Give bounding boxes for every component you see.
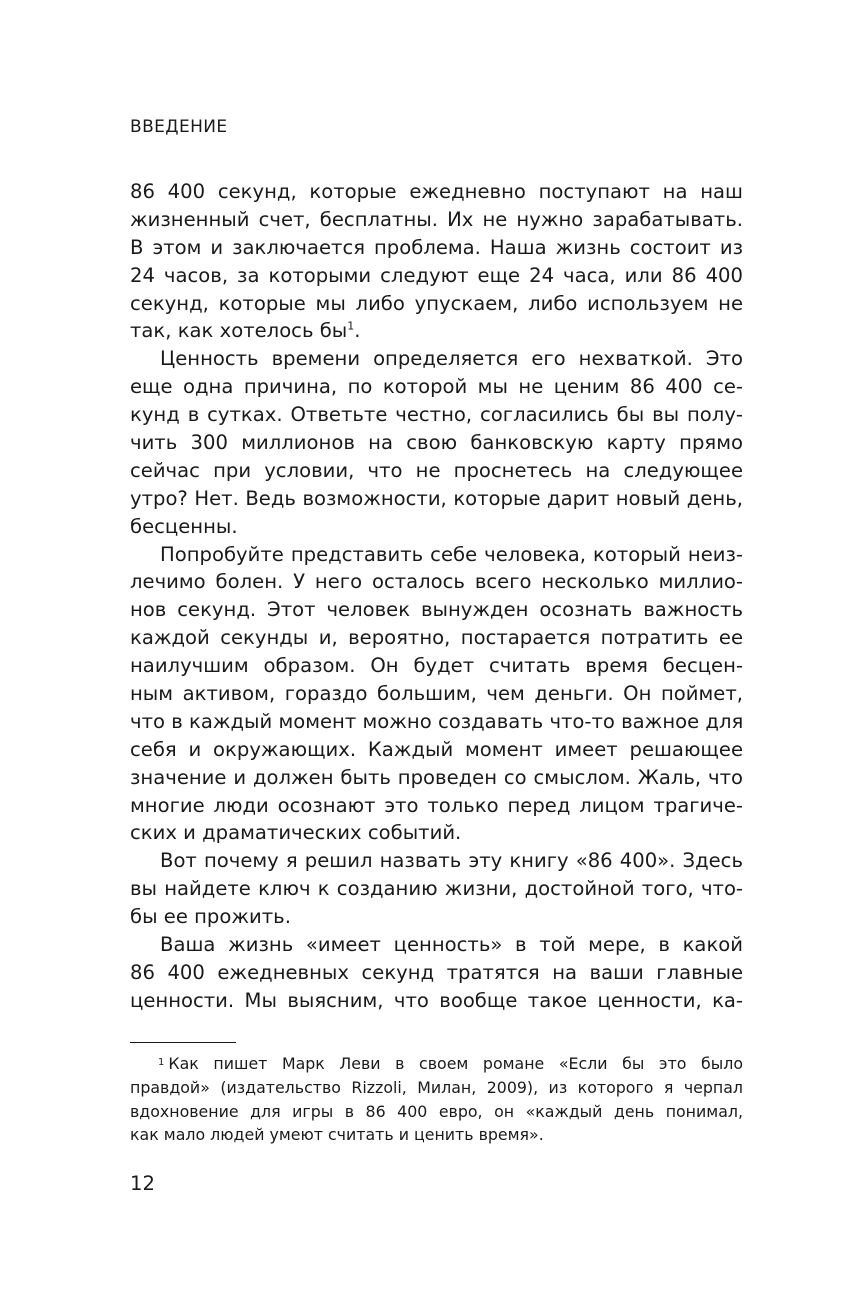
body-line: кунд в сутках. Ответьте честно, согласились бы вы полу- [130, 403, 743, 427]
body-line: бы ее прожить. [130, 905, 291, 929]
footnote-line-text: Как пишет Марк Леви в своем романе «Если бы это было [168, 1054, 743, 1073]
footnote-divider [130, 1042, 236, 1043]
body-line: 86 400 ежедневных секунд тратятся на ваши главные [130, 960, 743, 984]
body-text [130, 178, 743, 1015]
footnote-line: правдой» (издательство Rizzoli, Милан, 2009), из которого я черпал [130, 1077, 743, 1097]
body-line: 24 часов, за которыми следуют еще 24 часа, или 86 400 [130, 263, 743, 287]
body-line: Попробуйте представить себе человека, который неиз- [160, 542, 743, 566]
running-head: ВВЕДЕНИЕ [130, 117, 228, 137]
body-line: нов секунд. Этот человек вынужден осознать важность [130, 598, 743, 622]
body-line: В этом и заключается проблема. Наша жизнь состоит из [130, 235, 743, 259]
page-number: 12 [130, 1172, 155, 1195]
body-line-with-footnote-ref [130, 317, 743, 345]
body-line: Ваша жизнь «имеет ценность» в той мере, в какой [160, 933, 743, 957]
body-line: еще одна причина, по которой мы не ценим 86 400 се- [130, 375, 743, 399]
body-line: секунд, которые мы либо упускаем, либо используем не [130, 291, 743, 315]
body-line: что в каждый момент можно создавать что-то важное для [130, 709, 743, 733]
body-line: Ценность времени определяется его нехваткой. Это [160, 347, 743, 371]
body-line: ным активом, гораздо большим, чем деньги. Он поймет, [130, 682, 743, 706]
body-line-text: так, как хотелось бы [130, 319, 348, 343]
body-line: вы найдете ключ к созданию жизни, достойной того, что- [130, 877, 743, 901]
body-line: наилучшим образом. Он будет считать время бесцен- [130, 654, 743, 678]
footnote [130, 1052, 743, 1147]
body-line: лечимо болен. У него осталось всего несколько миллио- [130, 570, 743, 594]
body-line: себя и окружающих. Каждый момент имеет решающее [130, 737, 743, 761]
footnote-number: 1 [158, 1057, 165, 1068]
body-line: многие люди осознают это только перед лицом трагиче- [130, 793, 743, 817]
footnote-reference-tail: . [354, 319, 361, 343]
body-line: сейчас при условии, что не проснетесь на следующее [130, 458, 743, 482]
body-line: 86 400 секунд, которые ежедневно поступают на наш [130, 180, 743, 203]
body-line: ских и драматических событий. [130, 821, 462, 845]
body-line: значение и должен быть проведен со смыслом. Жаль, что [130, 765, 743, 789]
footnote-line [130, 1052, 743, 1076]
body-line: бесценны. [130, 514, 238, 538]
footnote-line: вдохновение для игры в 86 400 евро, он «каждый день понимал, [130, 1101, 743, 1121]
body-line: жизненный счет, бесплатны. Их не нужно зарабатывать. [130, 207, 743, 231]
body-line: утро? Нет. Ведь возможности, которые дарит новый день, [130, 486, 743, 510]
footnote-reference[interactable]: 1 [347, 319, 355, 333]
body-line: чить 300 миллионов на свою банковскую карту прямо [130, 431, 743, 455]
body-line: Вот почему я решил назвать эту книгу «86 400». Здесь [160, 849, 743, 873]
body-line: ценности. Мы выясним, что вообще такое ценности, ка- [130, 988, 743, 1012]
body-line: каждой секунды и, вероятно, постарается потратить ее [130, 626, 743, 650]
footnote-line: как мало людей умеют считать и ценить время». [130, 1125, 544, 1145]
